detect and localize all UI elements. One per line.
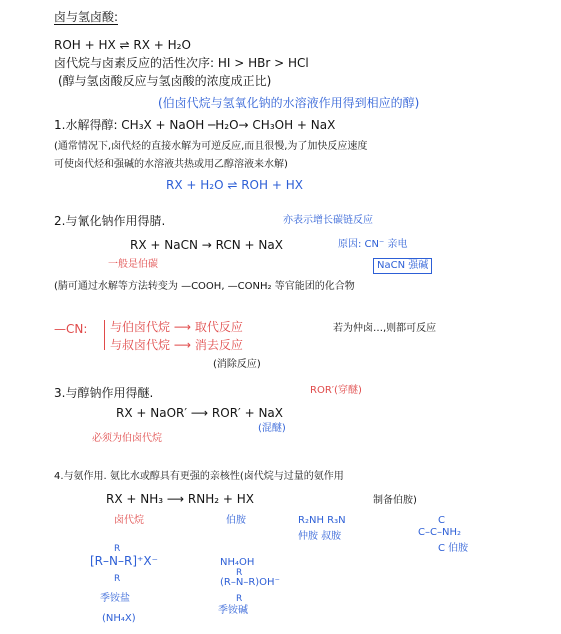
label-cn: —CN: [54, 322, 88, 336]
equation-naor: RX + NaOR′ ⟶ ROR′ + NaX [116, 406, 283, 420]
section-ammonia: 4.与氨作用. 氨比水或醇具有更强的亲核性(卤代烷与过量的氨作用 [54, 471, 344, 482]
section-nitrile: 2.与氰化钠作用得腈. [54, 214, 166, 228]
note-chain-extension: 亦表示增长碳链反应 [283, 215, 373, 226]
label-quat-salt: 季铵盐 [100, 593, 130, 604]
structure-chain: C–C–NH₂ [418, 527, 461, 538]
note-ror-ether: ROR′(穿醚) [310, 385, 362, 396]
structure-top-c: C [438, 515, 445, 526]
label-quat-base: 季铵碱 [218, 605, 248, 616]
label-secondary-tertiary: 仲胺 叔胺 [298, 531, 342, 542]
structure-bottom-c: C 伯胺 [438, 543, 469, 554]
formula-quat-salt: [R–N–R]⁺X⁻ [90, 554, 158, 568]
brace-red [104, 320, 105, 350]
section-ether: 3.与醇钠作用得醚. [54, 386, 154, 400]
note-blue-primary-alkyl-halide: (伯卤代烷与氢氧化钠的水溶液作用得到相应的醇) [158, 96, 420, 110]
note-reactivity-order: 卤代烷与卤素反应的活性次序: HI > HBr > HCl [54, 56, 309, 70]
note-concentration: (醇与氢卤酸反应与氢卤酸的浓度成正比) [58, 74, 272, 88]
formula-quat-base: (R–N–R)OH⁻ [220, 577, 280, 588]
notebook-page [48, 0, 518, 634]
label-primary-amine: 伯胺 [226, 515, 246, 526]
note-primary-carbon: 一般是伯碳 [108, 259, 158, 270]
note-cn-reason: 原因: CN⁻ 亲电 [338, 239, 408, 250]
quat-base-bottom-r: R [236, 594, 243, 604]
note-elimination: (消除反应) [213, 359, 261, 370]
note-hydrolysis-2: 可使卤代烃和强碱的水溶液共热或用乙醇溶液来水解) [54, 159, 288, 170]
equation-rx-h2o: RX + H₂O ⇌ ROH + HX [166, 178, 303, 192]
formula-nh4x: (NH₄X) [102, 613, 136, 624]
note-primary-substitution: 与伯卤代烷 ⟶ 取代反应 [110, 320, 243, 334]
equation-roh-hx: ROH + HX ⇌ RX + H₂O [54, 38, 191, 52]
quat-base-top-r: R [236, 568, 243, 578]
label-alkyl-halide: 卤代烷 [114, 515, 144, 526]
formula-secondary-tertiary: R₂NH R₃N [298, 515, 346, 526]
note-nitrile-hydrolysis: (腈可通过水解等方法转变为 —COOH, —CONH₂ 等官能团的化合物 [54, 281, 355, 292]
section-heading-hydrohalic-acid: 卤与氢卤酸: [54, 10, 119, 24]
formula-nh4oh: NH₄OH [220, 557, 255, 568]
note-secondary: 若为仲卤…,则都可反应 [333, 323, 437, 334]
note-mixed-ether: (混醚) [258, 423, 286, 434]
note-prepare-primary-amine: 制备伯胺) [373, 495, 417, 506]
note-nacn-strong-base: NaCN 强碱 [373, 258, 432, 274]
quat-salt-top-r: R [114, 544, 121, 554]
equation-nacn: RX + NaCN → RCN + NaX [130, 238, 283, 252]
equation-nh3: RX + NH₃ ⟶ RNH₂ + HX [106, 492, 254, 506]
note-hydrolysis-1: (通常情况下,卤代烃的直接水解为可逆反应,而且很慢,为了加快反应速度 [54, 141, 368, 152]
quat-salt-bottom-r: R [114, 574, 121, 584]
note-tertiary-elimination: 与叔卤代烷 ⟶ 消去反应 [110, 338, 243, 352]
note-must-primary: 必须为伯卤代烷 [92, 433, 162, 444]
equation-hydrolysis: 1.水解得醇: CH₃X + NaOH ─H₂O→ CH₃OH + NaX [54, 118, 336, 132]
